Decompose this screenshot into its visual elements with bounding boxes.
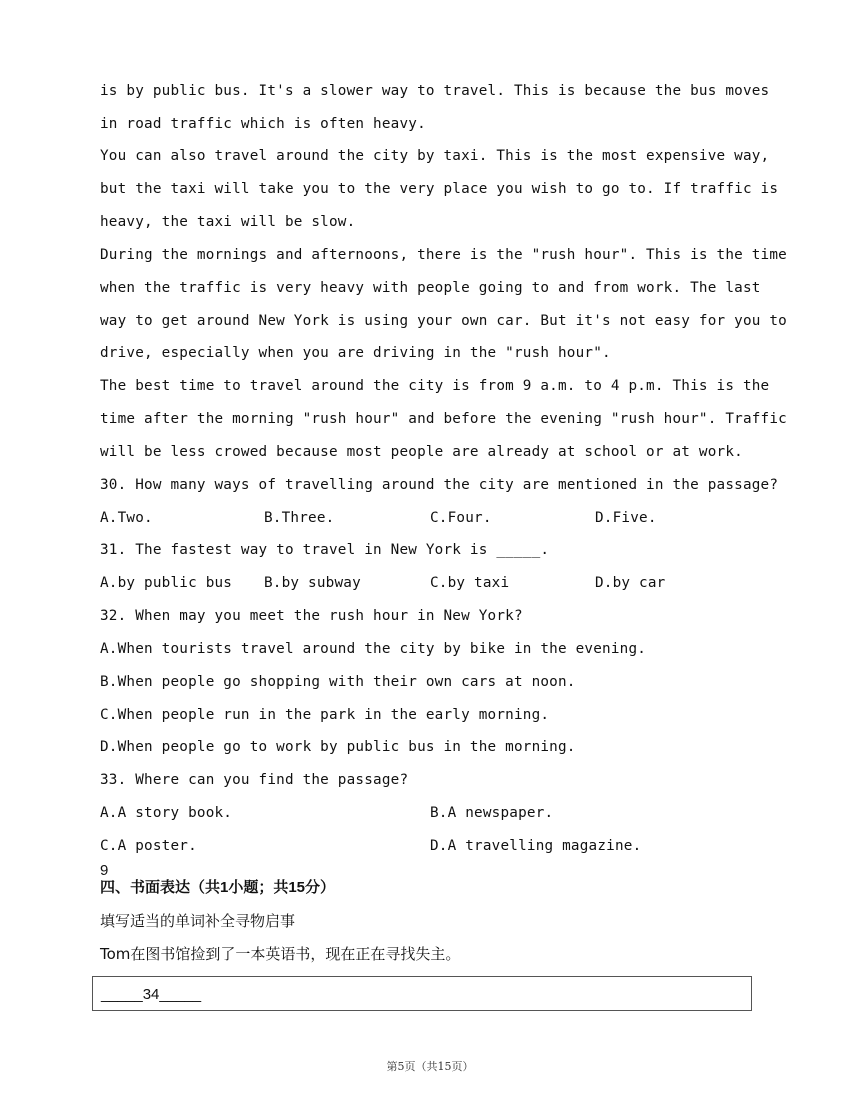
q33-option-d: D.A travelling magazine. (430, 838, 642, 854)
passage-line: drive, especially when you are driving in the "rush hour". (100, 345, 611, 361)
q32-option-c: C.When people run in the park in the early morning. (100, 707, 550, 723)
passage-line: time after the morning "rush hour" and before the evening "rush hour". Traffic (100, 411, 787, 427)
question-30-stem: 30. How many ways of travelling around the city are mentioned in the passage? (100, 477, 779, 493)
q32-option-a: A.When tourists travel around the city by bike in the evening. (100, 641, 647, 657)
q32-option-b: B.When people go shopping with their own cars at noon. (100, 674, 576, 690)
q31-option-c: C.by taxi (430, 575, 510, 591)
passage-line: During the mornings and afternoons, there is the "rush hour". This is the time (100, 247, 787, 263)
passage-line: in road traffic which is often heavy. (100, 116, 426, 132)
question-33-stem: 33. Where can you find the passage? (100, 772, 409, 788)
question-31-stem: 31. The fastest way to travel in New York is _____. (100, 542, 550, 558)
q33-option-b: B.A newspaper. (430, 805, 554, 821)
q30-option-c: C.Four. (430, 510, 492, 526)
passage-line: The best time to travel around the city is from 9 a.m. to 4 p.m. This is the (100, 378, 770, 394)
q31-option-a: A.by public bus (100, 575, 233, 591)
q30-option-a: A.Two. (100, 510, 153, 526)
stray-number: 9 (100, 862, 109, 879)
q30-option-d: D.Five. (595, 510, 657, 526)
q33-option-a: A.A story book. (100, 805, 233, 821)
section-title: 四、书面表达（共1小题；共15分） (100, 879, 336, 896)
answer-box[interactable] (92, 976, 752, 1011)
passage-line: but the taxi will take you to the very place you wish to go to. If traffic is (100, 181, 779, 197)
q31-option-d: D.by car (595, 575, 666, 591)
question-32-stem: 32. When may you meet the rush hour in New York? (100, 608, 523, 624)
passage-line: when the traffic is very heavy with people going to and from work. The last (100, 280, 761, 296)
page-footer: 第5页（共15页） (386, 1060, 474, 1073)
q32-option-d: D.When people go to work by public bus in the morning. (100, 739, 576, 755)
section-instruction: 填写适当的单词补全寻物启事 (100, 912, 296, 930)
answer-blank-34[interactable]: _____34_____ (101, 986, 202, 1003)
q30-option-b: B.Three. (264, 510, 335, 526)
q31-option-b: B.by subway (264, 575, 361, 591)
passage-line: heavy, the taxi will be slow. (100, 214, 356, 230)
passage-line: is by public bus. It's a slower way to travel. This is because the bus moves (100, 83, 770, 99)
passage-line: will be less crowed because most people are already at school or at work. (100, 444, 743, 460)
passage-line: way to get around New York is using your own car. But it's not easy for you to (100, 313, 787, 329)
passage-line: You can also travel around the city by taxi. This is the most expensive way, (100, 148, 770, 164)
section-scenario: Tom在图书馆捡到了一本英语书，现在正在寻找失主。 (100, 945, 461, 963)
q33-option-c: C.A poster. (100, 838, 197, 854)
